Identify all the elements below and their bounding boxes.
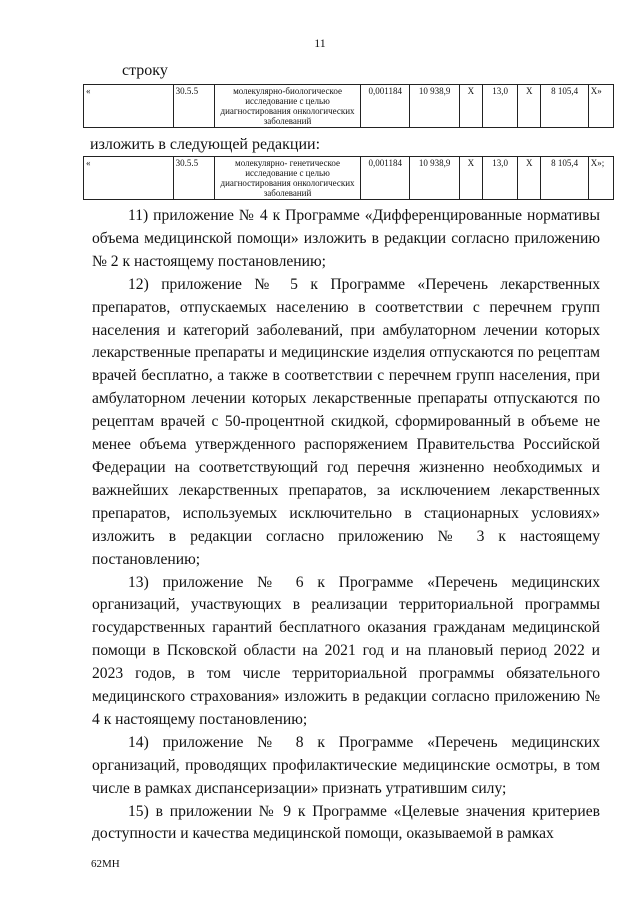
cell-value-3: 13,0 xyxy=(482,157,517,200)
cell-code: 30.5.5 xyxy=(173,157,214,200)
cell-x-2: Х xyxy=(518,85,541,128)
cell-value-2: 10 938,9 xyxy=(410,157,459,200)
cell-value-1: 0,001184 xyxy=(361,157,410,200)
cell-name: молекулярно- генетическое исследование с целью диагностирования онкологических заболеваний xyxy=(214,157,360,200)
cell-code: 30.5.5 xyxy=(173,85,214,128)
paragraph-11: 11) приложение № 4 к Программе «Дифференцированные нормативы объема медицинской помощи» изложить в редакции согласно приложению № 2 к настоящему постановлению; xyxy=(92,207,600,270)
body-text xyxy=(92,205,600,846)
label-after-table: изложить в следующей редакции: xyxy=(90,136,321,153)
paragraph-15: 15) в приложении № 9 к Программе «Целевые значения критериев доступности и качества медицинской помощи, оказываемой в рамках xyxy=(92,802,600,843)
cell-value-1: 0,001184 xyxy=(361,85,410,128)
table-new-row xyxy=(83,156,614,200)
paragraph-14: 14) приложение № 8 к Программе «Перечень медицинских организаций, проводящих профилактические медицинские осмотры, в том числе в рамках диспансеризации» признать утратившим силу; xyxy=(92,733,600,797)
cell-value-4: 8 105,4 xyxy=(541,85,588,128)
table-old-row xyxy=(83,84,614,128)
page-number: 11 xyxy=(314,36,326,50)
cell-open-quote: « xyxy=(84,85,174,128)
cell-x-1: Х xyxy=(459,157,482,200)
paragraph-13: 13) приложение № 6 к Программе «Перечень медицинских организаций, участвующих в реализации территориальной программы государственных гарантий бесплатного оказания гражданам медицинской помощи в Псковской области на 2021 год и на плановый период 2022 и 2023 годов, в том числе территориальной программы обязательного медицинского страхования» изложить в редакции согласно приложению № 4 к настоящему постановлению; xyxy=(92,573,600,728)
cell-value-4: 8 105,4 xyxy=(541,157,588,200)
cell-x-1: Х xyxy=(459,85,482,128)
cell-open-quote: « xyxy=(84,157,174,200)
table-row xyxy=(84,157,614,200)
cell-name: молекулярно-биологическое исследование с целью диагностирования онкологических заболеваний xyxy=(214,85,360,128)
footer-code: 62МН xyxy=(91,858,120,870)
label-before-table: строку xyxy=(122,62,168,79)
table-row xyxy=(84,85,614,128)
cell-value-3: 13,0 xyxy=(482,85,517,128)
cell-value-2: 10 938,9 xyxy=(410,85,459,128)
paragraph-12: 12) приложение № 5 к Программе «Перечень лекарственных препаратов, отпускаемых населению в соответствии с перечнем групп населения и категорий заболеваний, при амбулаторном лечении которых лекарственные препараты и медицинские изделия отпускаются по рецептам врачей бесплатно, а также в соответствии с перечнем групп населения, при амбулаторном лечении которых лекарственные препараты отпускаются по рецептам врачей с 50-процентной скидкой, сформированный в объеме не менее объема утвержденного распоряжением Правительства Российской Федерации на соответствующий год перечня жизненно необходимых и важнейших лекарственных препаратов, за исключением лекарственных препаратов, используемых исключительно в стационарных условиях» изложить в редакции согласно приложению № 3 к настоящему постановлению; xyxy=(92,275,600,568)
cell-close: Х»; xyxy=(588,157,613,200)
cell-x-2: Х xyxy=(518,157,541,200)
cell-close: Х» xyxy=(588,85,613,128)
